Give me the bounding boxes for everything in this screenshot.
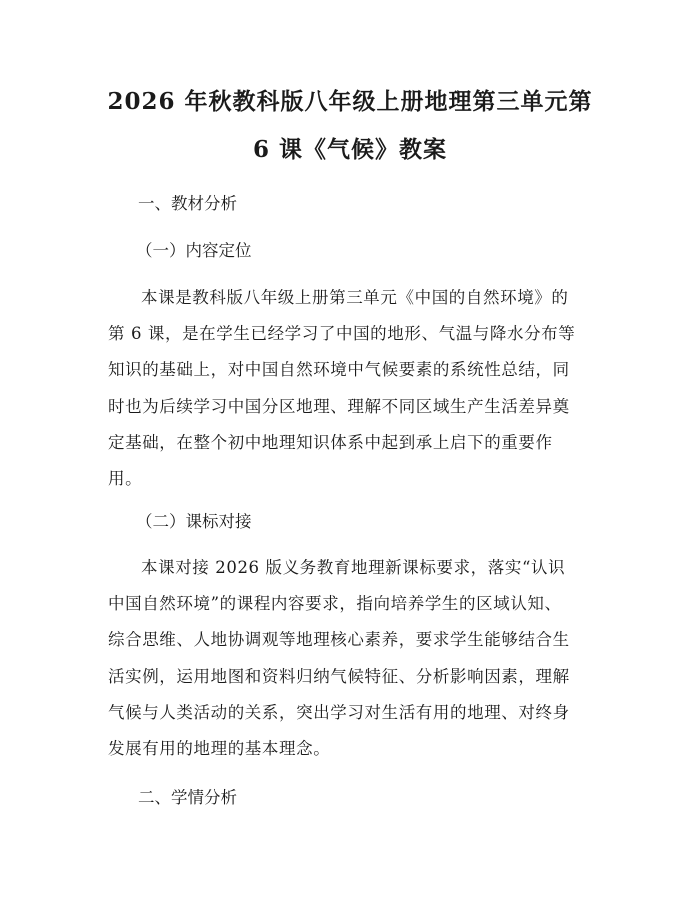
subsection-heading-content-positioning: （一）内容定位 — [136, 241, 252, 260]
paragraph-line: 气候与人类活动的关系，突出学习对生活有用的地理、对终身 — [108, 702, 570, 722]
paragraph-line: 时也为后续学习中国分区地理、理解不同区域生产生活差异奠 — [108, 396, 570, 416]
paragraph-line: 本课对接 2026 版义务教育地理新课标要求，落实“认识 — [141, 558, 566, 577]
paragraph-line: 中国自然环境”的课程内容要求，指向培养学生的区域认知、 — [108, 594, 562, 614]
paragraph-line: 本课是教科版八年级上册第三单元《中国的自然环境》的 — [141, 288, 569, 307]
paragraph-line: 活实例，运用地图和资料归纳气候特征、分析影响因素，理解 — [108, 666, 570, 686]
section-heading-learner-analysis: 二、学情分析 — [138, 788, 237, 807]
paragraph-line: 知识的基础上，对中国自然环境中气候要素的系统性总结，同 — [108, 360, 570, 380]
paragraph-line: 发展有用的地理的基本理念。 — [108, 738, 331, 758]
paragraph-line: 综合思维、人地协调观等地理核心素养，要求学生能够结合生 — [108, 630, 570, 650]
subsection-heading-curriculum-alignment: （二）课标对接 — [136, 512, 252, 531]
paragraph-content-positioning — [108, 290, 598, 507]
document-title-line-1: 2026 年秋教科版八年级上册地理第三单元第 — [107, 88, 593, 115]
paragraph-line: 第 6 课，是在学生已经学习了中国的地形、气温与降水分布等 — [108, 324, 576, 344]
paragraph-curriculum-alignment — [108, 560, 598, 777]
paragraph-line: 定基础，在整个初中地理知识体系中起到承上启下的重要作 — [108, 432, 553, 452]
section-heading-textbook-analysis: 一、教材分析 — [138, 194, 237, 213]
paragraph-line: 用。 — [108, 468, 143, 488]
document-title-line-2: 6 课《气候》教案 — [252, 136, 447, 163]
